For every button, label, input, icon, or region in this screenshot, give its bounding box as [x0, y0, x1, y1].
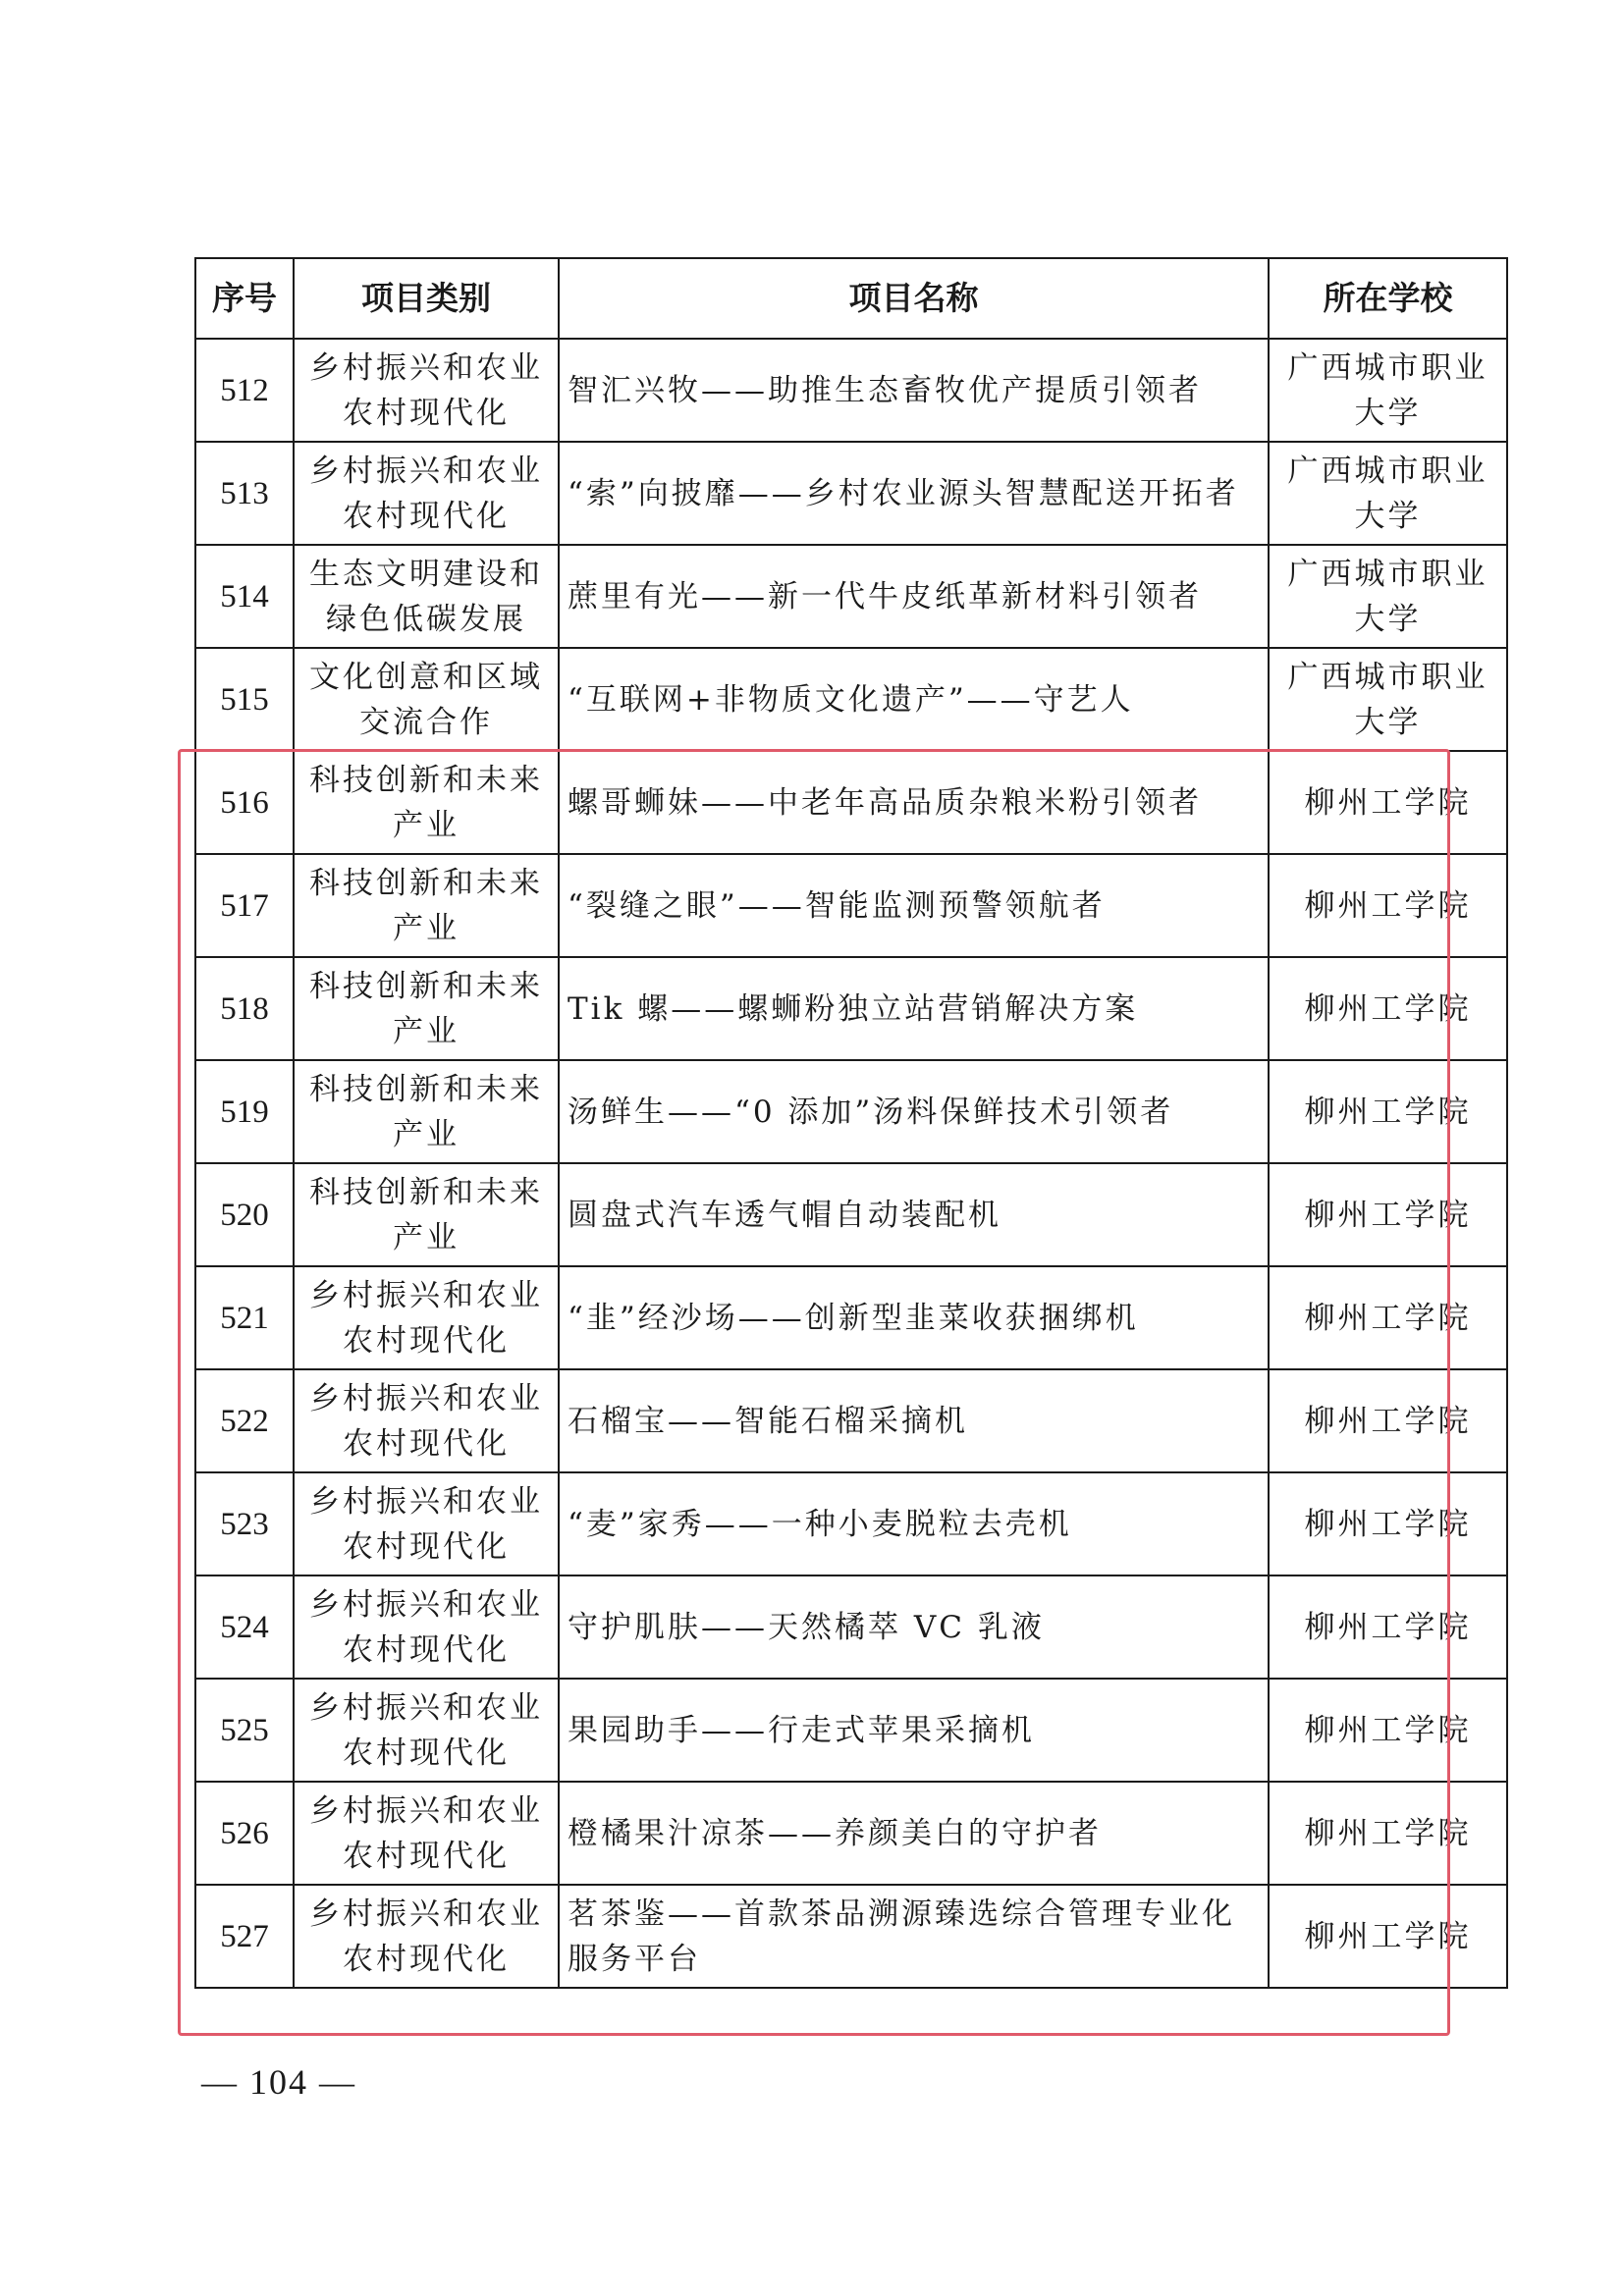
row-project-name: “麦”家秀——一种小麦脱粒去壳机	[559, 1472, 1269, 1575]
row-number: 516	[195, 751, 294, 854]
row-category: 科技创新和未来产业	[294, 751, 559, 854]
table-row	[195, 854, 1507, 957]
row-school: 柳州工学院	[1269, 1885, 1507, 1988]
row-school: 柳州工学院	[1269, 1472, 1507, 1575]
row-project-name: Tik 螺——螺蛳粉独立站营销解决方案	[559, 957, 1269, 1060]
row-category: 乡村振兴和农业农村现代化	[294, 1369, 559, 1472]
row-number: 515	[195, 648, 294, 751]
table-row	[195, 1885, 1507, 1988]
table-row	[195, 648, 1507, 751]
row-category: 乡村振兴和农业农村现代化	[294, 1679, 559, 1782]
table-body	[195, 339, 1507, 1988]
page-number: — 104 —	[201, 2062, 356, 2102]
row-number: 525	[195, 1679, 294, 1782]
table-row	[195, 1679, 1507, 1782]
row-project-name: 果园助手——行走式苹果采摘机	[559, 1679, 1269, 1782]
table-row	[195, 545, 1507, 648]
table-row	[195, 1163, 1507, 1266]
row-number: 524	[195, 1575, 294, 1679]
project-table	[194, 257, 1508, 1989]
table-row	[195, 1060, 1507, 1163]
row-number: 523	[195, 1472, 294, 1575]
row-project-name: 守护肌肤——天然橘萃 VC 乳液	[559, 1575, 1269, 1679]
row-school: 广西城市职业大学	[1269, 339, 1507, 442]
row-project-name: 智汇兴牧——助推生态畜牧优产提质引领者	[559, 339, 1269, 442]
row-project-name: 茗茶鉴——首款茶品溯源臻选综合管理专业化服务平台	[559, 1885, 1269, 1988]
header-name: 项目名称	[559, 258, 1269, 339]
table-row	[195, 1782, 1507, 1885]
table-header-row	[195, 258, 1507, 339]
row-project-name: “韭”经沙场——创新型韭菜收获捆绑机	[559, 1266, 1269, 1369]
row-category: 乡村振兴和农业农村现代化	[294, 1885, 559, 1988]
row-project-name: 汤鲜生——“0 添加”汤料保鲜技术引领者	[559, 1060, 1269, 1163]
row-project-name: 圆盘式汽车透气帽自动装配机	[559, 1163, 1269, 1266]
row-school: 广西城市职业大学	[1269, 442, 1507, 545]
row-category: 科技创新和未来产业	[294, 1060, 559, 1163]
row-school: 柳州工学院	[1269, 1782, 1507, 1885]
row-school: 柳州工学院	[1269, 1266, 1507, 1369]
row-project-name: “索”向披靡——乡村农业源头智慧配送开拓者	[559, 442, 1269, 545]
row-school: 柳州工学院	[1269, 1369, 1507, 1472]
row-school: 柳州工学院	[1269, 1575, 1507, 1679]
table-row	[195, 1472, 1507, 1575]
table-row	[195, 442, 1507, 545]
table-row	[195, 751, 1507, 854]
row-category: 生态文明建设和绿色低碳发展	[294, 545, 559, 648]
row-project-name: 螺哥蛳妹——中老年高品质杂粮米粉引领者	[559, 751, 1269, 854]
row-school: 广西城市职业大学	[1269, 648, 1507, 751]
row-category: 文化创意和区域交流合作	[294, 648, 559, 751]
row-school: 柳州工学院	[1269, 1679, 1507, 1782]
row-number: 512	[195, 339, 294, 442]
row-category: 乡村振兴和农业农村现代化	[294, 1472, 559, 1575]
row-number: 522	[195, 1369, 294, 1472]
row-number: 520	[195, 1163, 294, 1266]
row-school: 柳州工学院	[1269, 854, 1507, 957]
row-number: 517	[195, 854, 294, 957]
row-number: 514	[195, 545, 294, 648]
row-project-name: 蔗里有光——新一代牛皮纸革新材料引领者	[559, 545, 1269, 648]
table-row	[195, 957, 1507, 1060]
row-category: 乡村振兴和农业农村现代化	[294, 1266, 559, 1369]
header-category: 项目类别	[294, 258, 559, 339]
row-project-name: 石榴宝——智能石榴采摘机	[559, 1369, 1269, 1472]
row-category: 科技创新和未来产业	[294, 957, 559, 1060]
row-number: 527	[195, 1885, 294, 1988]
table-row	[195, 1369, 1507, 1472]
row-category: 乡村振兴和农业农村现代化	[294, 442, 559, 545]
row-school: 柳州工学院	[1269, 1060, 1507, 1163]
row-category: 乡村振兴和农业农村现代化	[294, 1782, 559, 1885]
row-category: 科技创新和未来产业	[294, 1163, 559, 1266]
table-row	[195, 339, 1507, 442]
row-category: 乡村振兴和农业农村现代化	[294, 1575, 559, 1679]
row-category: 乡村振兴和农业农村现代化	[294, 339, 559, 442]
row-project-name: “互联网+非物质文化遗产”——守艺人	[559, 648, 1269, 751]
row-school: 广西城市职业大学	[1269, 545, 1507, 648]
header-school: 所在学校	[1269, 258, 1507, 339]
row-number: 513	[195, 442, 294, 545]
row-number: 526	[195, 1782, 294, 1885]
row-number: 518	[195, 957, 294, 1060]
row-number: 521	[195, 1266, 294, 1369]
row-number: 519	[195, 1060, 294, 1163]
header-no: 序号	[195, 258, 294, 339]
table-row	[195, 1575, 1507, 1679]
row-school: 柳州工学院	[1269, 1163, 1507, 1266]
row-project-name: “裂缝之眼”——智能监测预警领航者	[559, 854, 1269, 957]
row-school: 柳州工学院	[1269, 957, 1507, 1060]
row-school: 柳州工学院	[1269, 751, 1507, 854]
table-row	[195, 1266, 1507, 1369]
row-project-name: 橙橘果汁凉茶——养颜美白的守护者	[559, 1782, 1269, 1885]
row-category: 科技创新和未来产业	[294, 854, 559, 957]
